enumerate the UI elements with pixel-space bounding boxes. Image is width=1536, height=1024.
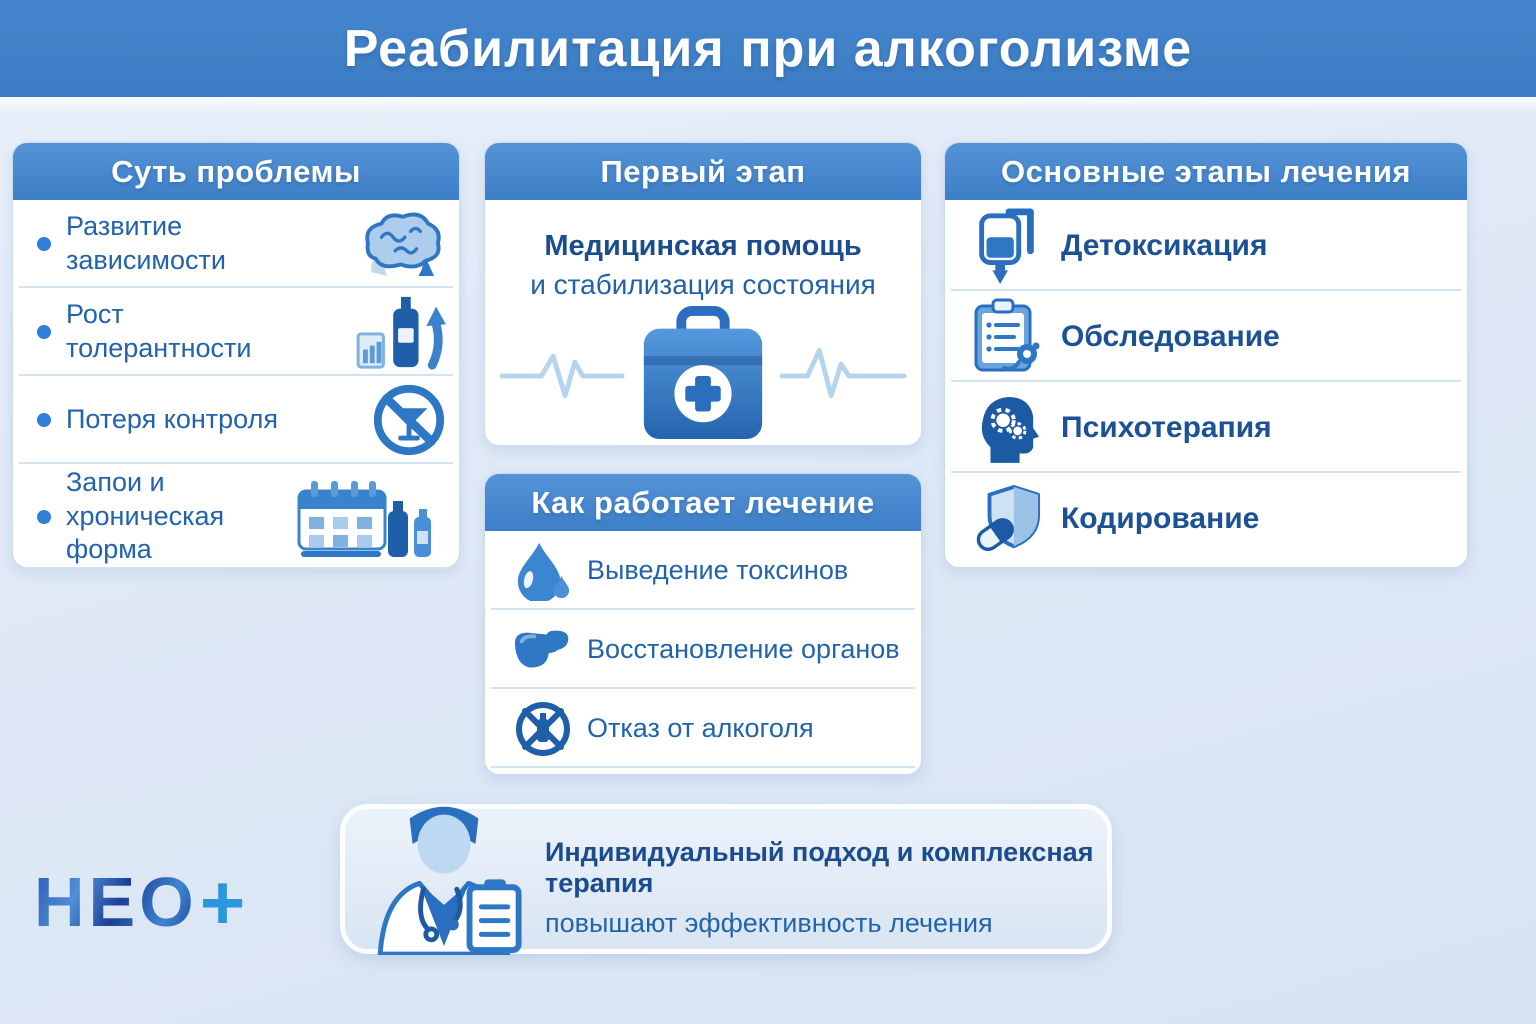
card-how-it-works (484, 473, 922, 775)
calendar-bottles-icon (297, 475, 447, 559)
stage-item-label: Обследование (1061, 319, 1280, 353)
plus-icon: + (199, 858, 246, 946)
problem-item (13, 376, 459, 464)
bullet-icon (37, 510, 51, 524)
bullet-icon (37, 325, 51, 339)
tolerance-growth-icon (355, 293, 447, 371)
page-header (0, 0, 1536, 97)
how-item (485, 610, 921, 689)
card-problem-title: Суть проблемы (13, 143, 459, 200)
header-glow (0, 97, 1536, 113)
card-first-stage-title: Первый этап (485, 143, 921, 200)
banner-text (545, 809, 1107, 939)
bullet-icon (37, 413, 51, 427)
stage-item-label: Психотерапия (1061, 410, 1272, 444)
logo-text: НЕО (34, 863, 198, 941)
iv-drip-icon (967, 206, 1047, 286)
problem-item (13, 288, 459, 376)
bullet-icon (37, 237, 51, 251)
page-title: Реабилитация при алкоголизме (343, 19, 1193, 78)
how-item-label: Выведение токсинов (587, 555, 849, 585)
medical-kit-icon (485, 305, 921, 443)
how-item (485, 531, 921, 610)
how-item (485, 689, 921, 768)
clipboard-stethoscope-icon (967, 298, 1047, 376)
how-item-label: Восстановление органов (587, 634, 900, 664)
stage-item (945, 382, 1467, 473)
stage-item (945, 473, 1467, 564)
stage-item-label: Детоксикация (1061, 228, 1268, 262)
neo-plus-logo (34, 858, 246, 946)
no-alcohol-circle-icon (511, 700, 575, 758)
banner-line2: повышают эффективность лечения (545, 908, 993, 938)
problem-item-label: Рост толерантности (66, 299, 252, 363)
problem-item-label: Потеря контроля (66, 404, 278, 435)
card-stages (944, 142, 1468, 568)
banner-line1: Индивидуальный подход и комплексная терапия (545, 837, 1094, 898)
card-stages-title: Основные этапы лечения (945, 143, 1467, 200)
problem-item-label: Запои и хроническая форма (66, 466, 225, 565)
doctor-icon (357, 793, 532, 955)
liver-icon (511, 627, 575, 673)
stage-item (945, 291, 1467, 382)
how-item-label: Отказ от алкоголя (587, 713, 814, 743)
stage-item-label: Кодирование (1061, 501, 1260, 535)
brain-icon (351, 210, 447, 278)
head-gears-icon (967, 391, 1047, 465)
card-first-stage (484, 142, 922, 446)
no-alcohol-icon (371, 382, 447, 458)
problem-item-label: Развитие зависимости (66, 211, 226, 275)
problem-item (13, 200, 459, 288)
card-how-it-works-title: Как работает лечение (485, 474, 921, 531)
water-drop-icon (511, 541, 575, 601)
card-problem (12, 142, 460, 568)
stage-item (945, 200, 1467, 291)
shield-pill-icon (967, 484, 1047, 554)
problem-item (13, 464, 459, 569)
first-stage-text-line2: и стабилизация состояния (530, 269, 876, 300)
first-stage-text-line1: Медицинская помощь (544, 230, 862, 262)
bottom-banner (340, 804, 1112, 954)
